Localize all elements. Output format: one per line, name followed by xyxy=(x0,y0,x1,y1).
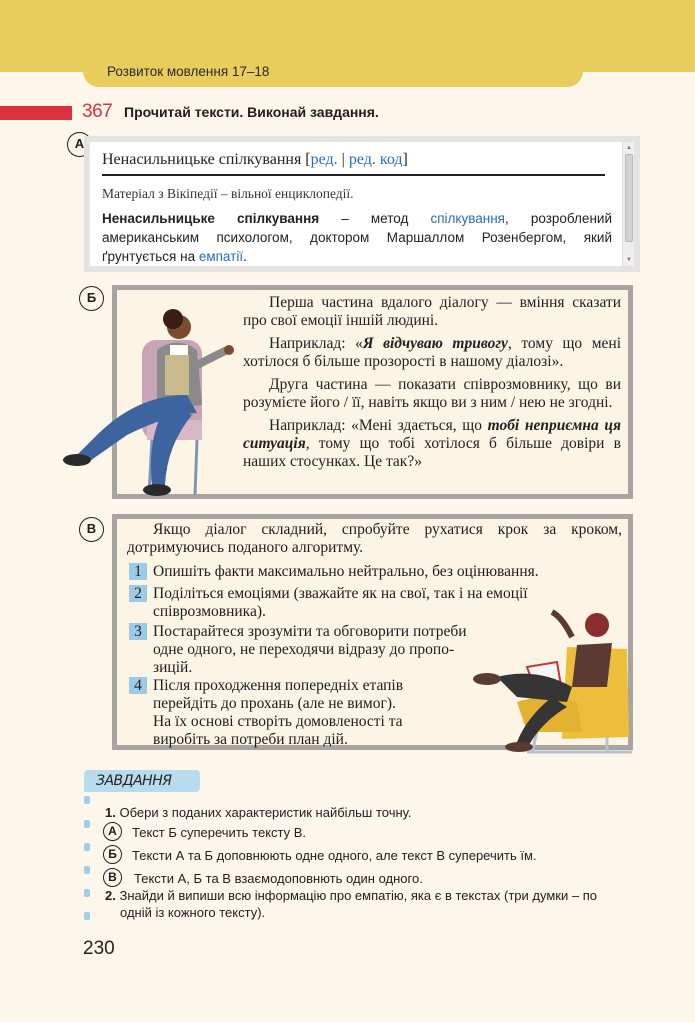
emphasis: Я відчуваю тривогу xyxy=(362,335,508,352)
option-c-text: Тексти А, Б та В взаємодоповнють один одного. xyxy=(134,871,423,886)
question-text: Обери з поданих характеристик найбільш точну. xyxy=(119,805,412,820)
option-a-badge[interactable]: А xyxy=(103,822,122,841)
margin-dot xyxy=(84,820,90,828)
wiki-body-text xyxy=(102,209,612,266)
step-text: Поділіться емоціями (зважайте як на свої, так і на емоції xyxy=(153,585,528,602)
exercise-number: 367 xyxy=(82,101,113,122)
step-text: зицій. xyxy=(153,659,193,676)
margin-dot xyxy=(84,866,90,874)
step-text: Опишіть факти максимально нейтрально, без оцінювання. xyxy=(153,563,539,580)
step-4 xyxy=(129,677,449,753)
paragraph: Друга частина — показати співрозмовнику, що ви розумієте його / її, навіть якщо ви з ним / нею не згодні. xyxy=(243,376,621,411)
scrollbar[interactable] xyxy=(622,142,634,266)
step-text: Після проходження попередніх етапів xyxy=(153,677,404,694)
chapter-label: Розвиток мовлення 17–18 xyxy=(107,64,270,79)
scroll-up-arrow-icon[interactable]: ▲ xyxy=(626,145,632,151)
step-text: співрозмовника). xyxy=(153,603,266,620)
step-text: Постарайтеся зрозуміти та обговорити потреби xyxy=(153,623,467,640)
body-text: , розроблений американським психологом, доктором Маршаллом Розенбергом, який ґрунтується на xyxy=(102,211,612,264)
exercise-marker-bar xyxy=(0,106,72,120)
separator: | xyxy=(337,151,349,168)
paragraph xyxy=(243,417,621,471)
paragraph xyxy=(243,335,621,371)
section-b-text xyxy=(243,294,621,476)
body-text: – метод xyxy=(319,211,431,226)
bracket: [ xyxy=(301,151,311,168)
option-a-text: Текст Б суперечить тексту В. xyxy=(132,825,307,840)
edit-link[interactable]: ред. xyxy=(310,151,338,168)
step-number: 2 xyxy=(129,585,147,602)
margin-dot xyxy=(84,912,90,920)
emphasis: тобі неприємна ця ситуація xyxy=(243,417,622,452)
text: Наприклад: «Мені здається, що xyxy=(269,417,488,434)
text: , тому що мені хотілося б більше прозорості в нашому діалозі». xyxy=(243,335,622,370)
section-a-badge: А xyxy=(67,132,92,157)
tasks-heading xyxy=(84,770,200,792)
question-2-cont: одній із кожного тексту). xyxy=(120,905,266,920)
wiki-article-title xyxy=(102,151,408,169)
wikipedia-panel xyxy=(90,142,634,266)
option-b-text: Тексти А та Б доповнюють одне одного, але текст В суперечить їм. xyxy=(132,848,537,863)
step-text: одне одного, не переходячи відразу до пропо- xyxy=(153,641,455,658)
term-bold: Ненасильницьке спілкування xyxy=(102,211,320,226)
section-c-frame xyxy=(112,514,633,750)
body-text: . xyxy=(243,249,247,264)
step-number: 3 xyxy=(129,623,147,640)
question-1 xyxy=(105,805,411,820)
text: Наприклад: « xyxy=(269,335,363,352)
question-number: 2. xyxy=(105,888,116,903)
question-number: 1. xyxy=(105,805,116,820)
section-b-badge: Б xyxy=(79,286,104,311)
step-text: перейдіть до прохань (але не вимог). xyxy=(153,695,396,712)
margin-dot xyxy=(84,889,90,897)
man-in-armchair-illustration-icon xyxy=(457,607,642,755)
title-divider xyxy=(102,174,605,176)
woman-therapist-illustration-icon xyxy=(57,295,247,500)
exercise-title: Прочитай тексти. Виконай завдання. xyxy=(124,104,379,120)
wikipedia-excerpt xyxy=(84,136,640,272)
wiki-source-note: Матеріал з Вікіпедії – вільної енциклопедії. xyxy=(102,186,354,201)
text: , тому що тобі хотілося б більше довіри в наших стосунках. Це так?» xyxy=(243,435,621,470)
option-c-badge[interactable]: В xyxy=(103,868,122,887)
link-communication[interactable]: спілкування xyxy=(430,211,505,226)
bracket: ] xyxy=(402,151,408,168)
margin-dot xyxy=(84,843,90,851)
margin-dot xyxy=(84,796,90,804)
page-number: 230 xyxy=(83,938,115,959)
section-b-frame xyxy=(112,285,633,499)
scroll-down-arrow-icon[interactable]: ▼ xyxy=(626,257,632,263)
question-2 xyxy=(105,888,597,903)
scroll-thumb[interactable] xyxy=(625,154,633,242)
tasks-heading-label: ЗАВДАННЯ xyxy=(96,773,172,789)
step-text: На їх основі створіть домовленості та xyxy=(153,713,403,730)
wiki-title-text: Ненасильницьке спілкування xyxy=(102,151,302,168)
link-empathy[interactable]: емпатії xyxy=(198,249,244,264)
step-text: виробіть за потреби план дій. xyxy=(153,731,348,748)
section-c-badge: В xyxy=(79,517,104,542)
edit-code-link[interactable]: ред. код xyxy=(348,151,403,168)
paragraph: Перша частина вдалого діалогу — вміння сказати про свої емоції іншій людині. xyxy=(243,294,621,329)
question-text: Знайди й випиши всю інформацію про емпатію, яка є в текстах (три думки – по xyxy=(119,888,597,903)
section-c-intro: Якщо діалог складний, спробуйте рухатися крок за кроком, дотримуючись поданого алгоритму. xyxy=(127,521,622,556)
step-number: 4 xyxy=(129,677,147,694)
step-number: 1 xyxy=(129,563,147,580)
option-b-badge[interactable]: Б xyxy=(103,845,122,864)
